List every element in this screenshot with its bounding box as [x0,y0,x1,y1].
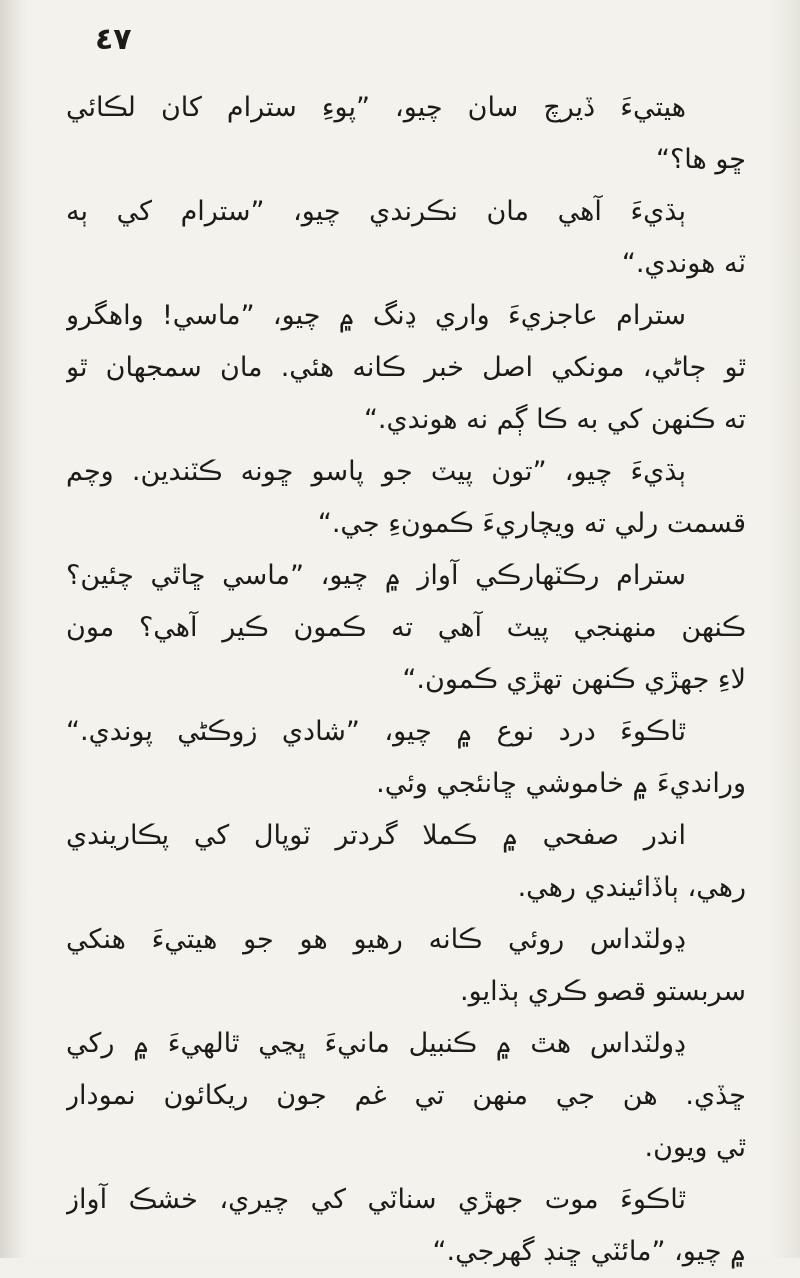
text-line: ڍولٽداس هٿ ۾ ڪنبيل مانيءَ ڀڃي ٿالهيءَ ۾ رکي [66,1028,686,1059]
text-line: سترام عاجزيءَ واري ڍنگ ۾ چيو، ”ماسي! واهگرو [66,300,686,331]
text-line: هيتيءَ ڏيرچ سان چيو، ”پوءِ سترام کان لڪائي [66,92,686,123]
body-text [66,82,746,1278]
text-line: سترام رڪٽهارڪي آواز ۾ چيو، ”ماسي ڇاٿي چئين؟ [66,560,686,591]
text-line: ٿو ڄاڻي، مونکي اصل خبر ڪانه هئي. مان سمجهان ٿو [66,352,746,383]
text-line: رهي، ٻاڏائيندي رهي. [517,872,746,903]
text-line: اندر صفحي ۾ ڪملا گردتر ٽوپال کي پڪاريندي [66,820,686,851]
text-line: ٿاڪوءَ موت جهڙي سناٽي کي چيري، خشڪ آواز [66,1184,686,1215]
text-line: سربستو قصو ڪري ٻڌايو. [460,976,746,1007]
text-line: ۾ چيو، ”مائٽي ڇنڊ گهرجي.“ [432,1236,746,1267]
text-line: ورانديءَ ۾ خاموشي ڇانئجي وئي. [376,768,746,799]
scan-shadow-right [770,0,800,1258]
text-line: ٻڌيءَ چيو، ”تون پيٽ جو پاسو ڇونه ڪٽندين. وچم [66,456,686,487]
text-line: قسمت رلي ته ويچاريءَ ڪمونءِ جي.“ [317,508,746,539]
scan-shadow-left [0,0,28,1258]
text-line: ٻڌيءَ آهي مان نڪرندي چيو، ”سترام کي ٻه [66,196,686,227]
text-line: ته ڪنهن کي به ڪا ڳم نه هوندي.“ [363,404,746,435]
text-line: ٿاڪوءَ درد نوع ۾ چيو، ”شادي زوڪڻي پوندي.“ [66,716,686,747]
text-line: ٽه هوندي.“ [621,248,746,279]
text-line: ڪنهن منهنجي پيٽ آهي ته ڪمون ڪير آهي؟ مون [66,612,746,643]
text-line: لاءِ جهڙي ڪنهن تهڙي ڪمون.“ [402,664,746,695]
page-number: ٤٧ [95,22,132,57]
text-line: ڇو ها؟“ [655,144,746,175]
text-line: ڇڏي. هن جي منهن تي غم جون ريکائون نمودار [66,1080,746,1111]
text-line: ٿي ويون. [644,1132,746,1163]
text-line: ڍولٽداس روئي ڪانه رهيو هو جو هيتيءَ هنکي [66,924,686,955]
